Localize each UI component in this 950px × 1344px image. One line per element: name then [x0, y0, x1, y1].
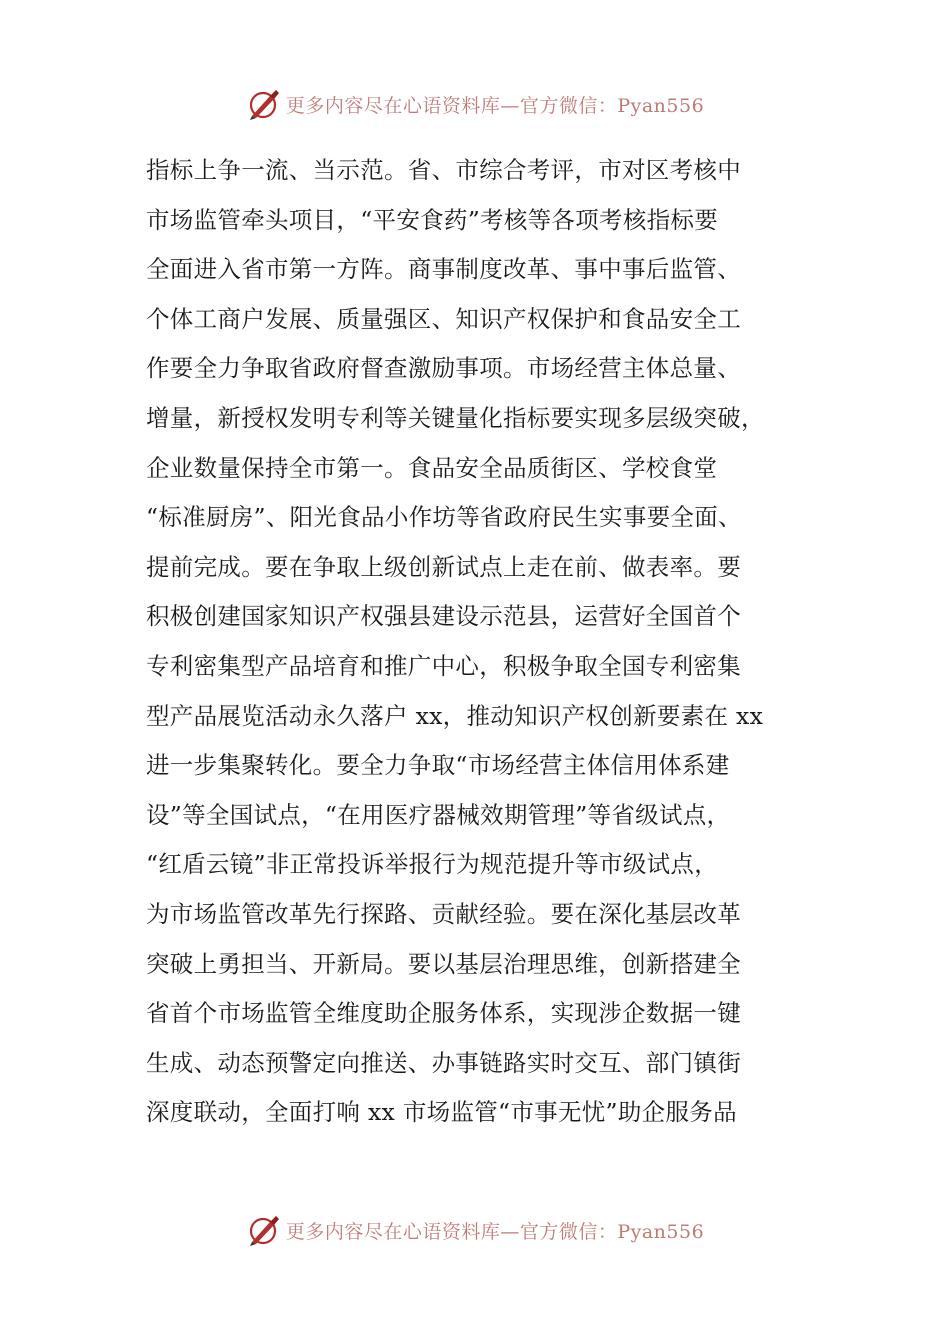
text-line: 增量，新授权发明专利等关键量化指标要实现多层级突破，: [146, 403, 765, 432]
text-line: 设”等全国试点，“在用医疗器械效期管理”等省级试点，: [146, 800, 731, 829]
text-line: “红盾云镜”非正常投诉举报行为规范提升等市级试点，: [146, 850, 719, 879]
text-line: 省首个市场监管全维度助企服务体系，实现涉企数据一键: [146, 999, 741, 1028]
header-banner-text: 更多内容尽在心语资料库—官方微信：Pyan556: [285, 94, 705, 117]
text-line: 进一步集聚转化。要全力争取“市场经营主体信用体系建: [146, 751, 730, 780]
text-line: 个体工商户发展、质量强区、知识产权保护和食品安全工: [146, 304, 741, 333]
pen-logo-icon: [246, 86, 282, 122]
text-line: 生成、动态预警定向推送、办事链路实时交互、部门镇街: [146, 1048, 741, 1077]
text-line: 指标上争一流、当示范。省、市综合考评，市对区考核中: [146, 156, 741, 184]
text-line: 型产品展览活动永久落户 xx，推动知识产权创新要素在 xx: [146, 701, 764, 730]
header-banner: [0, 82, 950, 126]
body-text: [146, 146, 796, 1138]
text-line: 全面进入省市第一方阵。商事制度改革、事中事后监管、: [146, 255, 741, 284]
text-line: 作要全力争取省政府督查激励事项。市场经营主体总量、: [146, 354, 741, 383]
text-line: 提前完成。要在争取上级创新试点上走在前、做表率。要: [146, 552, 741, 581]
text-line: 深度联动，全面打响 xx 市场监管“市事无忧”助企服务品: [146, 1098, 737, 1127]
text-line: 突破上勇担当、开新局。要以基层治理思维，创新搭建全: [146, 949, 741, 978]
text-line: 积极创建国家知识产权强县建设示范县，运营好全国首个: [146, 602, 741, 631]
text-line: 市场监管牵头项目，“平安食药”考核等各项考核指标要: [146, 205, 719, 234]
pen-logo-icon: [246, 1212, 282, 1248]
text-line: “标准厨房”、阳光食品小作坊等省政府民生实事要全面、: [146, 503, 742, 532]
text-line: 专利密集型产品培育和推广中心，积极争取全国专利密集: [146, 651, 741, 680]
text-line: 为市场监管改革先行探路、贡献经验。要在深化基层改革: [146, 899, 741, 928]
footer-banner-text: 更多内容尽在心语资料库—官方微信：Pyan556: [285, 1220, 705, 1243]
footer-banner: [0, 1208, 950, 1252]
text-line: 企业数量保持全市第一。食品安全品质街区、学校食堂: [146, 453, 718, 482]
